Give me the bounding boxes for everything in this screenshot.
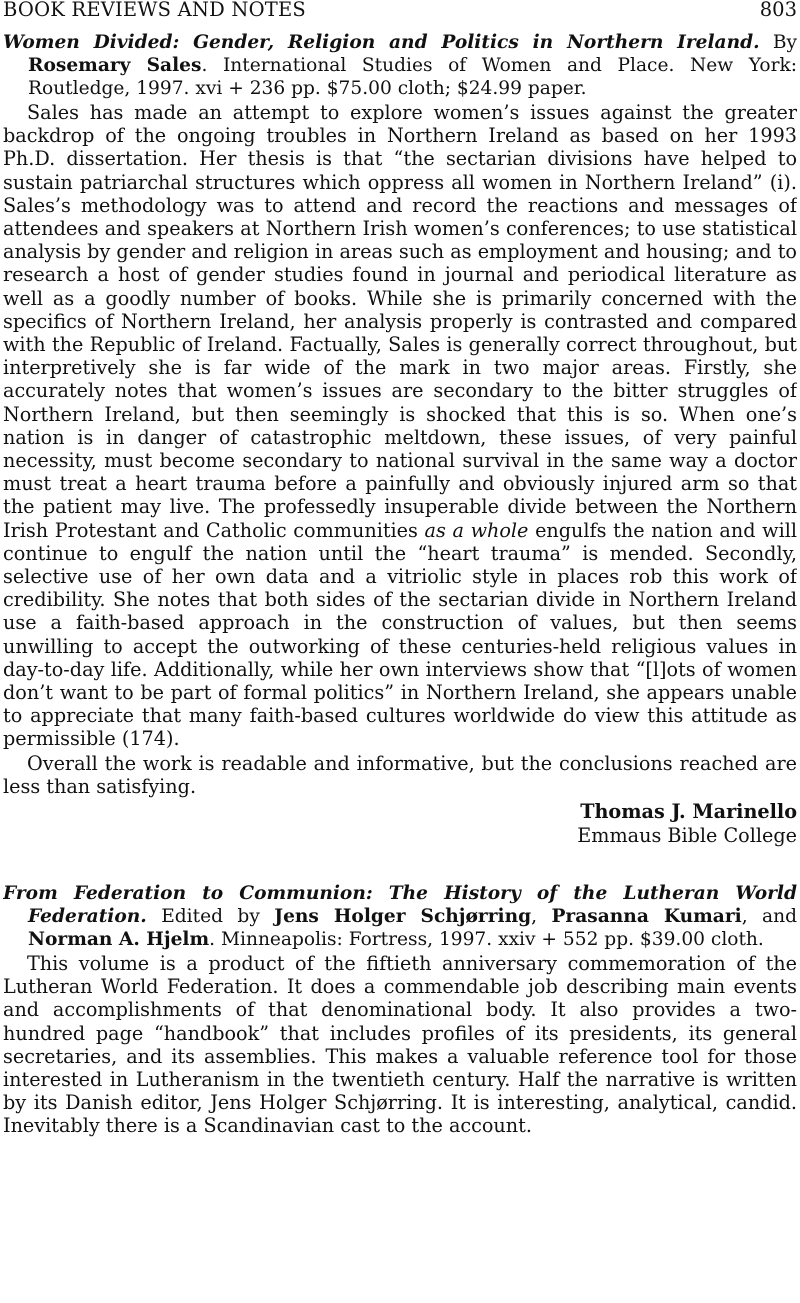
publication-details: . International Studies of Women and Place. New York: Routledge, 1997. xvi + 236 pp. $75.00 cloth; $24.99 paper. bbox=[28, 55, 797, 99]
book-title: Women Divided: Gender, Religion and Politics in Northern Ireland. bbox=[3, 32, 760, 53]
review-text-continued: engulfs the nation and will continue to engulf the nation until the “heart trauma” is mended. Secondly, selective use of her own data and a vitriolic style in places rob this work of credibility. She notes that both sides of the sectarian divide in Northern Ireland use a faith-based approach in the construction of values, but then seems unwilling to accept the outworking of these centuries-held religious values in day-to-day life. Additionally, while her own interviews show that “[l]ots of women don’t want to be part of formal politics” in Northern Ireland, she appears unable to appreciate that many faith-based cultures worldwide do view this attitude as permissible (174). bbox=[3, 518, 797, 751]
book-author: Rosemary Sales bbox=[28, 55, 202, 76]
review-women-divided bbox=[3, 31, 797, 847]
citation-separator: , bbox=[531, 906, 552, 927]
review-conclusion-paragraph: Overall the work is readable and informative, but the conclusions reached are less than satisfying. bbox=[3, 751, 797, 798]
review-paragraph bbox=[3, 101, 797, 751]
book-citation bbox=[3, 31, 797, 100]
book-citation bbox=[3, 882, 797, 951]
book-editor: Prasanna Kumari bbox=[551, 906, 742, 927]
journal-page bbox=[3, 0, 797, 1303]
citation-separator: , and bbox=[741, 906, 797, 927]
running-head bbox=[3, 0, 797, 26]
reviewer-name: Thomas J. Marinello bbox=[580, 800, 797, 824]
book-title: From Federation to Communion: The History of the Lutheran World Federation. bbox=[3, 883, 797, 927]
review-federation-to-communion bbox=[3, 882, 797, 1138]
book-editor: Norman A. Hjelm bbox=[28, 929, 210, 950]
review-text: Sales has made an attempt to explore women’s issues against the greater backdrop of the ongoing troubles in Northern Ireland as based on her 1993 Ph.D. dissertation. Her thesis is that “the sectarian divisions have helped to sustain patriarchal structures which oppress all women in Northern Ireland” (i). Sales’s methodology was to attend and record the reactions and messages of attendees and speakers at Northern Irish women’s conferences; to use statistical analysis by gender and religion in areas such as employment and housing; and to research a host of gender studies found in journal and periodical literature as well as a goodly number of books. While she is primarily concerned with the specifics of Northern Ireland, her analysis properly is contrasted and compared with the Republic of Ireland. Factually, Sales is generally correct throughout, but interpretively she is far wide of the mark in two major areas. Firstly, she accurately notes that women’s issues are secondary to the bitter struggles of Northern Ireland, but then seemingly is shocked that this is so. When one’s nation is in danger of catastrophic meltdown, these issues, of very painful necessity, must become secondary to national survival in the same way a doctor must treat a heart trauma before a painfully and obviously injured arm so that the patient may live. The professedly insuperable divide between the Northern Irish Protestant and Catholic communities bbox=[3, 101, 797, 542]
running-head-title: BOOK REVIEWS AND NOTES bbox=[3, 0, 306, 21]
reviewer-affiliation: Emmaus Bible College bbox=[577, 823, 797, 847]
book-editor: Jens Holger Schjørring bbox=[274, 906, 532, 927]
review-paragraph: This volume is a product of the fiftieth anniversary commemoration of the Lutheran World Federation. It does a commendable job describing main events and accomplishments of that denominational body. It also provides a two-hundred page “handbook” that includes profiles of its presidents, its general secretaries, and its assemblies. This makes a valuable reference tool for those interested in Lutheranism in the twentieth century. Half the narrative is written by its Danish editor, Jens Holger Schjørring. It is interesting, analytical, candid. Inevitably there is a Scandinavian cast to the account. bbox=[3, 952, 797, 1138]
reviewer-signature bbox=[3, 800, 797, 847]
emphasis-text: as a whole bbox=[424, 518, 529, 542]
citation-by: By bbox=[772, 32, 797, 53]
publication-details: . Minneapolis: Fortress, 1997. xxiv + 552 pp. $39.00 cloth. bbox=[209, 929, 764, 950]
citation-edited-by: Edited by bbox=[161, 906, 260, 927]
page-number: 803 bbox=[759, 0, 797, 21]
